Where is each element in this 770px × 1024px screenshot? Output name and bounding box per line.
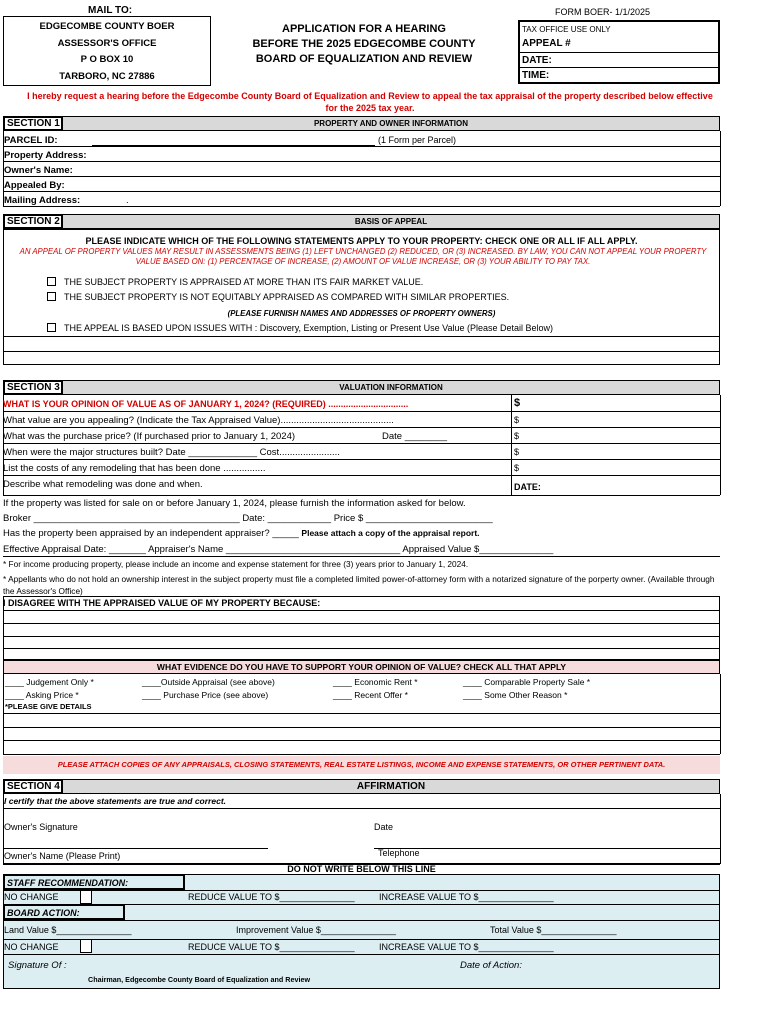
purchase-date[interactable]: Date ________ (382, 431, 447, 442)
evidence-judgement[interactable]: ____ Judgement Only * (5, 677, 94, 687)
mail-to-label: MAIL TO: (88, 5, 133, 16)
appeal-number-label: APPEAL # (522, 38, 571, 49)
staff-no-change-box[interactable] (80, 890, 92, 904)
staff-no-change: NO CHANGE (4, 892, 59, 902)
staff-increase-value[interactable]: INCREASE VALUE TO $_______________ (379, 892, 554, 902)
evidence-comparable-sale[interactable]: ____ Comparable Property Sale * (463, 677, 591, 687)
evidence-economic-rent[interactable]: ____ Economic Rent * (333, 677, 418, 687)
evidence-outside-appraisal[interactable]: ____Outside Appraisal (see above) (142, 677, 275, 687)
mailing-address-dot: . (126, 195, 129, 206)
owner-name-label: Owner's Name: (4, 165, 73, 176)
mailing-address-label: Mailing Address: (4, 195, 81, 206)
checkbox-icon[interactable] (47, 323, 56, 332)
telephone-label: Telephone (378, 848, 420, 858)
remodel-description-question: Describe what remodeling was done and when. (3, 479, 203, 490)
section2-title: BASIS OF APPEAL (62, 214, 720, 229)
office-use-label: TAX OFFICE USE ONLY (522, 25, 611, 34)
owner-signature-label: Owner's Signature (4, 822, 78, 832)
opinion-of-value-question: WHAT IS YOUR OPINION OF VALUE AS OF JANUARY 1, 2024? (REQUIRED) ................................ (3, 399, 409, 409)
appealing-value-question: What value are you appealing? (Indicate the Tax Appraised Value)........................................... (3, 415, 394, 426)
evidence-title: WHAT EVIDENCE DO YOU HAVE TO SUPPORT YOUR OPINION OF VALUE? CHECK ALL THAT APPLY (3, 660, 720, 674)
board-reduce-value[interactable]: REDUCE VALUE TO $_______________ (188, 942, 355, 952)
form-id: FORM BOER- 1/1/2025 (555, 7, 651, 17)
section3-title: VALUATION INFORMATION (62, 380, 720, 395)
appealing-dollar[interactable]: $ (514, 415, 520, 425)
appealed-by-label: Appealed By: (4, 180, 65, 191)
purchase-dollar[interactable]: $ (514, 431, 520, 441)
staff-recommendation-label: STAFF RECOMMENDATION: (3, 874, 185, 890)
parcel-note: (1 Form per Parcel) (378, 135, 457, 145)
staff-reduce-value[interactable]: REDUCE VALUE TO $_______________ (188, 892, 355, 902)
office-date-label: DATE: (522, 55, 552, 66)
chairman-caption: Chairman, Edgecombe County Board of Equalization and Review (88, 975, 311, 984)
form-title-line-1: APPLICATION FOR A HEARING (282, 23, 446, 35)
evidence-details-label: *PLEASE GIVE DETAILS (5, 702, 92, 711)
section1-label: SECTION 1 (3, 116, 63, 131)
broker-line[interactable]: Broker _______________________________________ Date: ____________ Price $ ________________________ (3, 513, 493, 524)
property-address-label: Property Address: (4, 150, 87, 161)
land-value[interactable]: Land Value $_______________ (4, 925, 132, 935)
address-line-3: P O BOX 10 (80, 54, 134, 65)
built-dollar[interactable]: $ (514, 447, 520, 457)
remodel-cost-question: List the costs of any remodeling that has been done ................ (3, 463, 266, 474)
checkbox-icon[interactable] (47, 292, 56, 301)
basis-option-2-note: (PLEASE FURNISH NAMES AND ADDRESSES OF PROPERTY OWNERS) (227, 309, 496, 318)
basis-option-2-label: THE SUBJECT PROPERTY IS NOT EQUITABLY APPRAISED AS COMPARED WITH SIMILAR PROPERTIES. (64, 292, 510, 302)
section4-title: AFFIRMATION (62, 779, 720, 794)
signature-of-label: Signature Of : (8, 960, 67, 971)
board-action-label: BOARD ACTION: (3, 904, 125, 920)
remodel-date-label: DATE: (514, 482, 541, 492)
section3-label: SECTION 3 (3, 380, 63, 395)
power-of-attorney-note: * Appellants who do not hold an ownership interest in the subject property must file a completed limited power-of-attorney form with a notarized signature of the porperty owner. (Available through the Assessor's Office) (3, 574, 715, 596)
section4-label: SECTION 4 (3, 779, 63, 794)
section2-label: SECTION 2 (3, 214, 63, 229)
basis-instruction: PLEASE INDICATE WHICH OF THE FOLLOWING STATEMENTS APPLY TO YOUR PROPERTY: CHECK ONE OR ALL IF ALL APPLY. (85, 236, 638, 246)
basis-option-3[interactable] (47, 323, 553, 333)
sale-listing-question: If the property was listed for sale on or before January 1, 2024, please furnish the information asked for below. (3, 498, 466, 509)
section1-title: PROPERTY AND OWNER INFORMATION (62, 116, 720, 131)
basis-option-1-label: THE SUBJECT PROPERTY IS APPRAISED AT MORE THAN ITS FAIR MARKET VALUE. (64, 277, 424, 287)
remodel-dollar[interactable]: $ (514, 463, 520, 473)
evidence-other-reason[interactable]: ____ Some Other Reason * (463, 690, 568, 700)
basis-warning: AN APPEAL OF PROPERTY VALUES MAY RESULT IN ASSESSMENTS BEING (1) LEFT UNCHANGED (2) REDUCED, OR (3) INCREASED. BY LAW, YOU CAN NOT APPEAL YOUR PROPERTY VALUE BASED ON: (1) PERCENTAGE OF INCREASE, (2) AMOUNT OF VALUE INCREASE, OR (3) YOUR ABILITY TO PAY TAX. (19, 247, 707, 266)
opinion-dollar[interactable]: $ (514, 397, 521, 409)
structures-built-question: When were the major structures built? Date _____________ Cost....................... (3, 447, 340, 458)
appraisal-details-line[interactable]: Effective Appraisal Date: _______ Appraiser's Name _________________________________ Appraised Value $______________ (3, 544, 554, 555)
board-no-change-box[interactable] (80, 939, 92, 953)
total-value[interactable]: Total Value $_______________ (490, 925, 617, 935)
board-no-change: NO CHANGE (4, 942, 59, 952)
disagree-statement: I DISAGREE WITH THE APPRAISED VALUE OF MY PROPERTY BECAUSE: (3, 598, 321, 608)
address-line-2: ASSESSOR'S OFFICE (57, 38, 157, 49)
form-title-line-2: BEFORE THE 2025 EDGECOMBE COUNTY (252, 38, 476, 50)
address-line-1: EDGECOMBE COUNTY BOER (39, 21, 175, 32)
improvement-value[interactable]: Improvement Value $_______________ (236, 925, 396, 935)
basis-option-1[interactable] (47, 277, 423, 287)
office-time-label: TIME: (522, 70, 550, 81)
certify-statement: I certify that the above statements are true and correct. (4, 796, 227, 806)
do-not-write-label: DO NOT WRITE BELOW THIS LINE (287, 864, 436, 874)
parcel-id-label: PARCEL ID: (4, 135, 58, 146)
evidence-purchase-price[interactable]: ____ Purchase Price (see above) (142, 690, 269, 700)
checkbox-icon[interactable] (47, 277, 56, 286)
evidence-asking-price[interactable]: ____ Asking Price * (5, 690, 79, 700)
income-property-note: * For income producing property, please include an income and expense statement for three (3) years prior to January 1, 2024. (3, 559, 469, 569)
appraiser-question-text: Has the property been appraised by an independent appraiser? _____ (3, 528, 299, 539)
appraiser-note: Please attach a copy of the appraisal report. (301, 528, 480, 538)
appraiser-question (3, 528, 480, 539)
date-of-action-label: Date of Action: (460, 960, 522, 971)
evidence-recent-offer[interactable]: ____ Recent Offer * (333, 690, 408, 700)
affirmation-date-line[interactable] (374, 848, 720, 849)
form-title-line-3: BOARD OF EQUALIZATION AND REVIEW (255, 53, 473, 65)
owner-signature-line[interactable] (3, 848, 268, 849)
attach-copies-notice: PLEASE ATTACH COPIES OF ANY APPRAISALS, CLOSING STATEMENTS, REAL ESTATE LISTINGS, INCOME AND EXPENSE STATEMENTS, OR OTHER PERTINENT DATA. (3, 756, 720, 774)
basis-option-3-label: THE APPEAL IS BASED UPON ISSUES WITH : Discovery, Exemption, Listing or Present Use Value (Please Detail Below) (64, 323, 554, 333)
board-increase-value[interactable]: INCREASE VALUE TO $_______________ (379, 942, 554, 952)
owner-name-print-label: Owner's Name (Please Print) (4, 851, 121, 861)
basis-option-2[interactable] (47, 292, 509, 302)
purchase-price-question: What was the purchase price? (If purchased prior to January 1, 2024) (3, 431, 296, 442)
hearing-request-statement: I hereby request a hearing before the Edgecombe County Board of Equalization and Review to appeal the tax appraisal of the property described below effective for the 2025 tax year. (27, 91, 713, 113)
address-line-4: TARBORO, NC 27886 (59, 71, 155, 82)
affirmation-date-label: Date (374, 822, 394, 832)
